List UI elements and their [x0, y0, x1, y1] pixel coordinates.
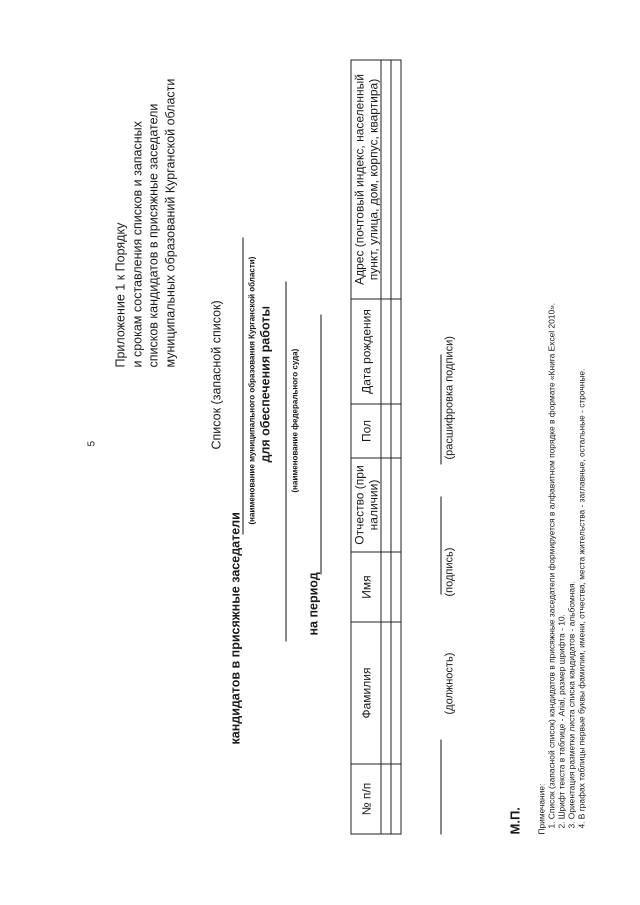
table-cell — [391, 622, 401, 764]
column-header-sex: Пол — [351, 404, 381, 458]
note-item: 3. Ориентация разметки листа списка кандидатов - альбомная. — [566, 581, 576, 829]
table-cell — [381, 458, 391, 552]
municipality-caption: (наименование муниципального образования Курганской области) — [247, 256, 256, 525]
list-title: Список (запасной список) — [209, 300, 223, 450]
stamp-place: М.П. — [507, 807, 522, 835]
appendix-line: списков кандидатов в присяжные заседатели — [146, 103, 160, 368]
for-provision-label: для обеспечения работы — [258, 305, 272, 463]
table-cell — [381, 404, 391, 458]
position-caption: (должность) — [443, 652, 455, 715]
table-cell — [381, 299, 391, 404]
column-header-address: Адрес (почтовый индекс, населенный пункт, улица, дом, корпус, квартира) — [351, 60, 381, 299]
column-header-surname: Фамилия — [351, 622, 381, 764]
signature-line — [440, 497, 441, 595]
table-cell — [391, 458, 401, 552]
table-cell — [391, 764, 401, 834]
notes-title: Примечание: — [536, 783, 546, 835]
column-header-number: № п/п — [351, 764, 381, 834]
municipality-fill-line — [242, 238, 243, 535]
appendix-header — [112, 38, 178, 368]
decoding-line — [440, 355, 441, 465]
candidates-label: кандидатов в присяжные заседатели — [228, 512, 242, 745]
column-header-patronymic: Отчество (при наличии) — [351, 458, 381, 552]
position-line — [440, 740, 441, 835]
decoding-caption: (расшифровка подписи) — [443, 336, 455, 460]
table-row — [381, 60, 391, 834]
column-header-birthdate: Дата рождения — [351, 299, 381, 404]
court-fill-line — [285, 282, 286, 642]
table-cell — [381, 622, 391, 764]
table-cell — [391, 552, 401, 622]
note-item: 4. В графах таблицы первые буквы фамилии, имени, отчества, места жительства - заглавные, остальные - строчные. — [576, 368, 586, 829]
appendix-line: муниципальных образований Курганской области — [162, 78, 177, 368]
note-item: 1. Список (запасной список) кандидатов в присяжные заседатели формируется в алфавитном порядке в формате «Книга Excel 2010». — [546, 302, 556, 829]
appendix-line: и срокам составления списков и запасных — [129, 121, 144, 368]
note-item: 2. Шрифт текста в таблице - Arial, размер шрифта - 10. — [556, 614, 566, 829]
court-caption: (наименование федерального суда) — [290, 348, 299, 493]
table-cell — [391, 404, 401, 458]
table-cell — [391, 60, 401, 299]
candidates-table — [350, 60, 401, 835]
table-cell — [381, 60, 391, 299]
table-cell — [381, 764, 391, 834]
signature-caption: (подпись) — [443, 547, 455, 597]
appendix-line: Приложение 1 к Порядку — [113, 222, 127, 368]
table-row — [391, 60, 401, 834]
period-label: на период — [306, 572, 320, 636]
table-cell — [391, 299, 401, 404]
notes-block — [536, 303, 586, 835]
period-fill-line — [320, 315, 321, 575]
table-cell — [381, 552, 391, 622]
column-header-name: Имя — [351, 552, 381, 622]
page-number: 5 — [86, 440, 97, 447]
